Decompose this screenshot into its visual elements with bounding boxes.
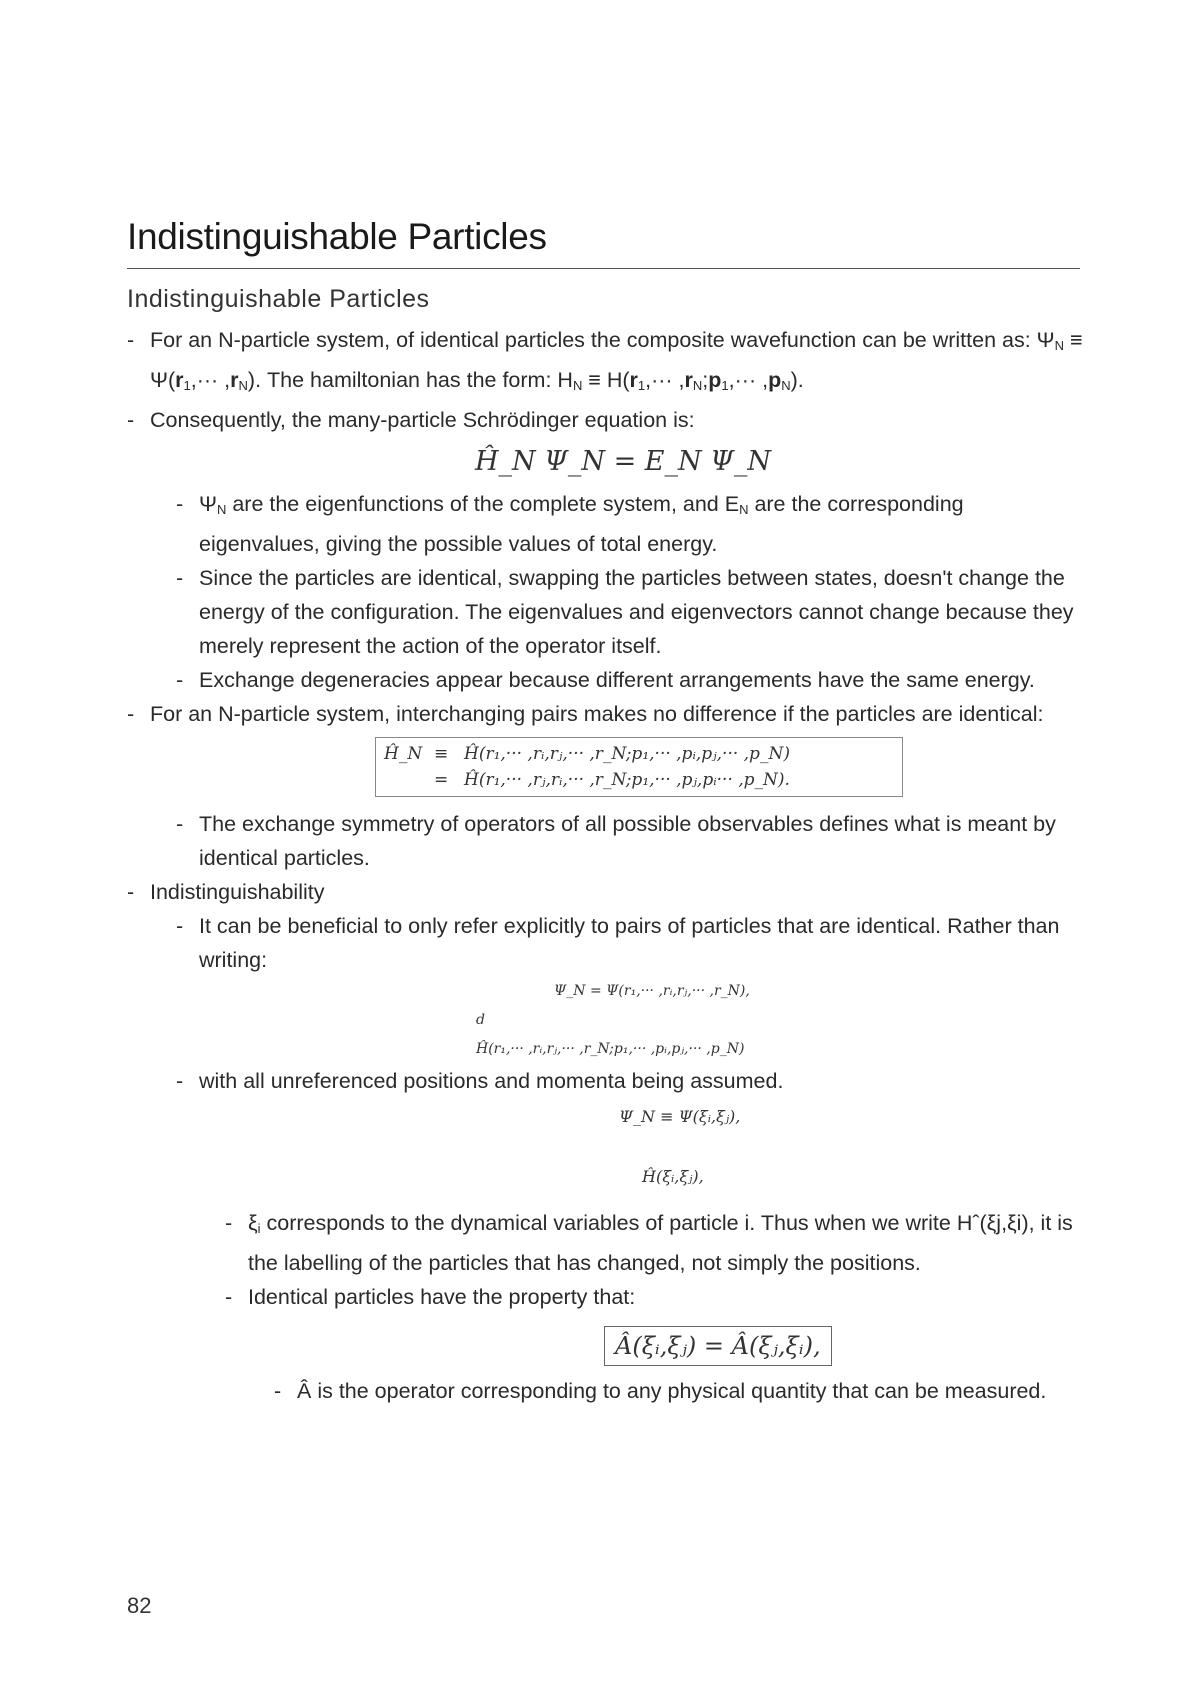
bullet-dash: - xyxy=(176,1069,184,1093)
bullet-text: For an N-particle system, interchanging pairs makes no difference if the particles are identical: xyxy=(150,702,1044,726)
list-item xyxy=(225,1206,1087,1280)
list-item xyxy=(127,697,1087,875)
bullet-text: The exchange symmetry of operators of all possible observables defines what is meant by identical particles. xyxy=(199,812,1056,870)
equation-operator: ≡ xyxy=(434,744,449,764)
bullet-dash: - xyxy=(176,492,184,516)
notes-content xyxy=(127,323,1087,1408)
list-item xyxy=(225,1280,1087,1408)
list-item xyxy=(176,663,1087,697)
bullet-text: are the eigenfunctions of the complete system, and E xyxy=(226,492,740,516)
subscript: 1 xyxy=(721,378,729,393)
equation-wavefunction-compact: Ψ_N ≡ Ψ(ξᵢ,ξⱼ), xyxy=(619,1107,741,1126)
sub-list xyxy=(176,909,1087,1408)
equation-row xyxy=(384,741,894,767)
section-title: Indistinguishable Particles xyxy=(127,285,430,313)
subscript: i xyxy=(257,1221,261,1236)
list-item xyxy=(127,403,1087,697)
equation-fragment: d xyxy=(476,1012,485,1028)
bullet-text: For an N-particle system, of identical particles the composite wavefunction can be written as: Ψ xyxy=(150,328,1055,352)
bold-symbol: p xyxy=(708,368,722,392)
bullet-text: ; xyxy=(702,368,709,392)
bullet-text: Â is the operator corresponding to any physical quantity that can be measured. xyxy=(297,1379,1047,1403)
subscript: N xyxy=(572,378,583,393)
bullet-text: ξ xyxy=(248,1211,258,1235)
bullet-text: Since the particles are identical, swapping the particles between states, doesn't change the energy of the configuration. The eigenvalues and eigenvectors cannot change because they merely represent the action of the operator itself. xyxy=(199,566,1074,658)
equation-operator: = xyxy=(434,770,449,790)
bullet-dash: - xyxy=(127,702,135,726)
bullet-text: corresponds to the dynamical variables of particle i. Thus when we write Hˆ(ξj,ξi), it is the labelling of the particles that has changed, not simply the positions. xyxy=(248,1211,1073,1275)
bullet-list xyxy=(127,323,1087,1408)
bold-symbol: r xyxy=(230,368,239,392)
bullet-dash: - xyxy=(225,1285,233,1309)
bullet-text: Consequently, the many-particle Schrödinger equation is: xyxy=(150,408,695,432)
subscript: N xyxy=(739,502,749,517)
bullet-dash: - xyxy=(176,914,184,938)
bullet-text: ≡ H( xyxy=(582,368,630,392)
list-item xyxy=(127,323,1087,403)
list-item xyxy=(127,875,1087,1408)
bullet-dash: - xyxy=(127,880,135,904)
page-number: 82 xyxy=(127,1593,152,1618)
bold-symbol: r xyxy=(175,368,184,392)
page-title: Indistinguishable Particles xyxy=(127,216,1080,269)
bullet-text: Ψ xyxy=(199,492,217,516)
sub-list xyxy=(225,1206,1087,1408)
equation-lhs: Ĥ_N xyxy=(384,744,423,764)
sub-list xyxy=(176,487,1087,697)
subscript: 1 xyxy=(183,378,191,393)
bullet-text: ,··· , xyxy=(645,368,685,392)
bullet-text: with all unreferenced positions and momenta being assumed. xyxy=(199,1069,784,1093)
equation-hamiltonian-exchange xyxy=(375,737,903,797)
list-item xyxy=(176,909,1087,1064)
list-item xyxy=(176,1064,1087,1408)
subscript: 1 xyxy=(637,378,646,393)
bullet-dash: - xyxy=(127,408,135,432)
subscript: N xyxy=(692,378,703,393)
equation-hamiltonian-explicit: Ĥ(r₁,··· ,rᵢ,rⱼ,··· ,r_N;p₁,··· ,pᵢ,pⱼ,··· ,p_N) xyxy=(476,1041,745,1057)
bullet-dash: - xyxy=(176,812,184,836)
equation-hamiltonian-compact: Ĥ(ξᵢ,ξⱼ), xyxy=(642,1167,704,1186)
list-item xyxy=(176,487,1087,561)
subscript: N xyxy=(781,378,791,393)
list-item xyxy=(176,807,1087,875)
bullet-text: It can be beneficial to only refer explicitly to pairs of particles that are identical. Rather than writing: xyxy=(199,914,1060,972)
bullet-dash: - xyxy=(176,668,184,692)
list-item xyxy=(274,1374,1087,1408)
bullet-text: are the corresponding eigenvalues, giving the possible values of total energy. xyxy=(199,492,964,556)
bullet-text: ,··· , xyxy=(728,368,769,392)
bold-symbol: p xyxy=(768,368,782,392)
equation-rhs: Ĥ(r₁,··· ,rⱼ,rᵢ,··· ,r_N;p₁,··· ,pⱼ,pᵢ··· ,p_N). xyxy=(464,770,790,790)
bullet-text: Identical particles have the property that: xyxy=(248,1285,636,1309)
list-item xyxy=(176,561,1087,663)
bullet-text: Indistinguishability xyxy=(150,880,325,904)
bullet-dash: - xyxy=(274,1379,282,1403)
bullet-dash: - xyxy=(225,1211,233,1235)
sub-list xyxy=(274,1374,1087,1408)
equation-row xyxy=(384,767,894,793)
equation-schrodinger: Ĥ_N Ψ_N = E_N Ψ_N xyxy=(474,446,772,477)
subscript: N xyxy=(1054,338,1065,353)
bullet-dash: - xyxy=(176,566,184,590)
bullet-text: ,··· , xyxy=(190,368,231,392)
subscript: N xyxy=(238,378,248,393)
bullet-dash: - xyxy=(127,328,135,352)
equation-wavefunction-explicit: Ψ_N = Ψ(r₁,··· ,rᵢ,rⱼ,··· ,r_N), xyxy=(554,983,750,999)
sub-list xyxy=(176,807,1087,875)
equation-rhs: Ĥ(r₁,··· ,rᵢ,rⱼ,··· ,r_N;p₁,··· ,pᵢ,pⱼ,··· ,p_N) xyxy=(464,744,790,764)
subscript: N xyxy=(216,502,227,517)
bold-symbol: r xyxy=(684,368,693,392)
bold-symbol: r xyxy=(629,368,638,392)
bullet-text: ). xyxy=(790,368,804,392)
equation-operator-symmetry: Â(ξᵢ,ξⱼ) = Â(ξⱼ,ξᵢ), xyxy=(604,1326,832,1366)
bullet-text: ). The hamiltonian has the form: H xyxy=(247,368,573,392)
bullet-text: ≡ Ψ( xyxy=(150,328,1083,392)
bullet-text: Exchange degeneracies appear because different arrangements have the same energy. xyxy=(199,668,1035,692)
